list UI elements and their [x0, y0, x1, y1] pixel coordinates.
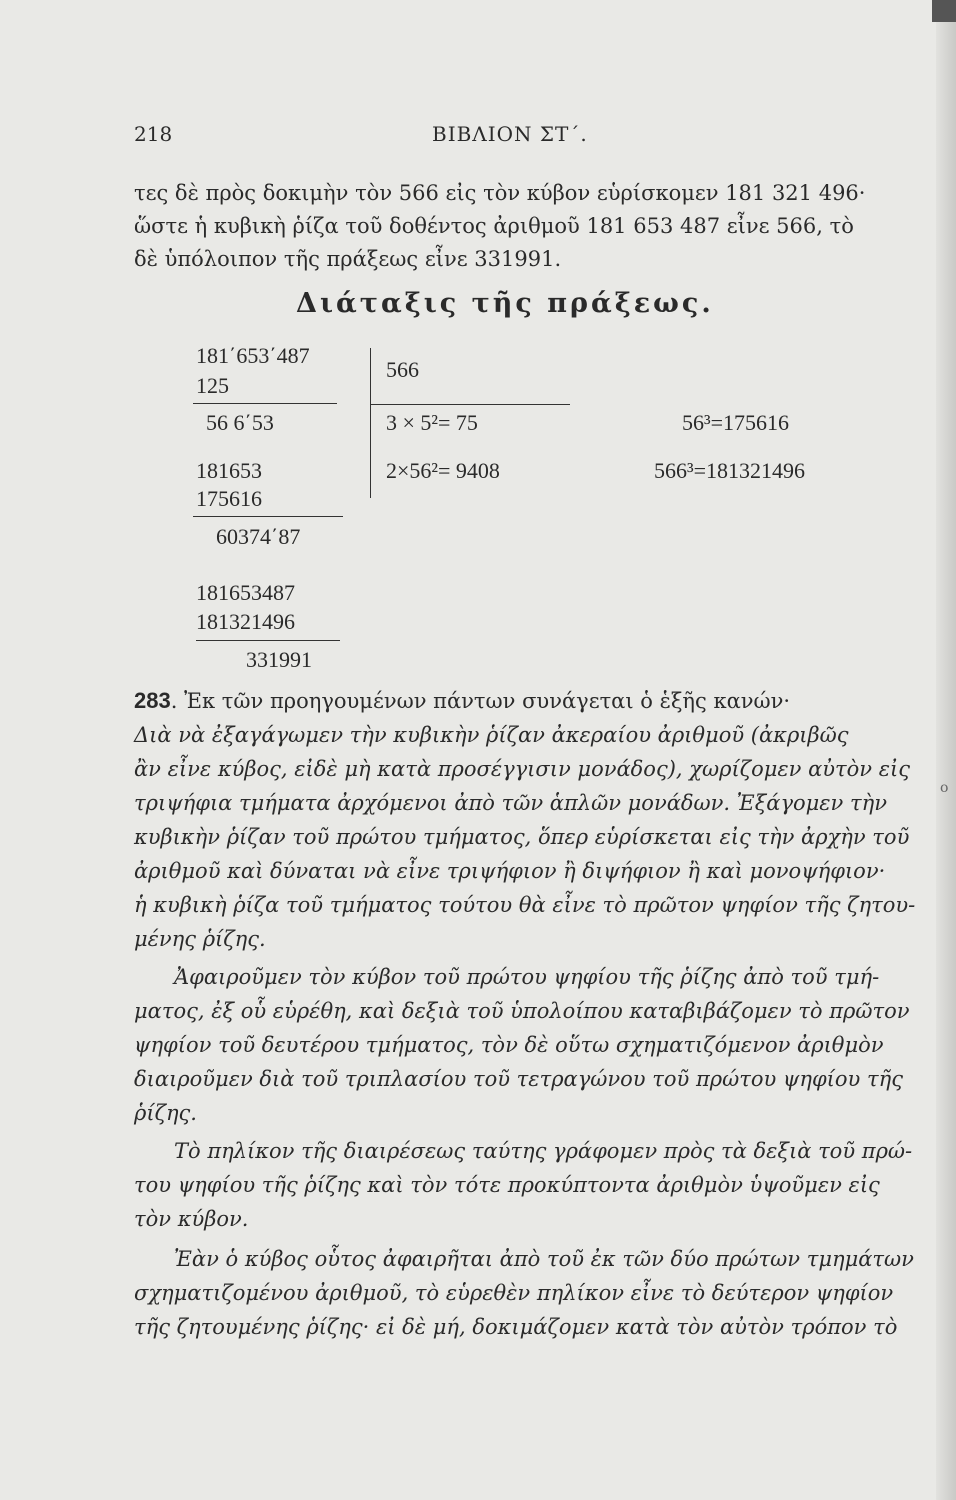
cube-check-a: 56³=175616	[682, 410, 790, 435]
root-value: 566	[386, 357, 419, 382]
intro-line-3: δὲ ὑπόλοιπον τῆς πράξεως εἶνε 331991.	[134, 247, 562, 271]
rule-line-7: μένης ῥίζης.	[134, 927, 266, 951]
scan-corner	[932, 0, 956, 22]
page-number: 218	[134, 122, 173, 146]
para2-line-1: Ἀφαιροῦμεν τὸν κύβον τοῦ πρώτου ψηφίου τῆς ῥίζης ἀπὸ τοῦ τμή-	[174, 965, 880, 989]
cube-check-b: 566³=181321496	[654, 458, 806, 483]
rule-line-6: ἡ κυβικὴ ῥίζα τοῦ τμήματος τούτου θὰ εἶνε τὸ πρῶτον ψηφίον τῆς ζητου-	[134, 893, 916, 917]
para4-line-2: σχηματιζομένου ἀριθμοῦ, τὸ εὑρεθὲν πηλίκον εἶνε τὸ δεύτερον ψηφίον	[134, 1281, 894, 1305]
para2-line-5: ῥίζης.	[134, 1101, 197, 1125]
subtraction-rule-3	[196, 640, 340, 641]
para2-line-3: ψηφίον τοῦ δευτέρου τμήματος, τὸν δὲ οὕτω σχηματιζόμενον ἀριθμὸν	[134, 1033, 884, 1057]
final-remainder: 331991	[246, 647, 312, 672]
page-edge	[936, 0, 956, 1500]
rule-intro: . Ἐκ τῶν προηγουμένων πάντων συνάγεται ὁ ἑξῆς κανών·	[170, 689, 791, 713]
check-number: 181653487	[196, 580, 295, 605]
rule-line-5: ἀριθμοῦ καὶ δύναται νὰ εἶνε τριψήφιον ἢ διψήφιον ἢ καὶ μονοψήφιον·	[134, 859, 886, 883]
section-title: Διάταξις τῆς πράξεως.	[296, 288, 714, 319]
intro-line-1: τες δὲ πρὸς δοκιμὴν τὸν 566 εἰς τὸν κύβον εὑρίσκομεν 181 321 496·	[134, 181, 866, 205]
divisor-2: 2×56²= 9408	[386, 458, 500, 483]
rule-heading	[134, 686, 790, 716]
subtraction-rule-2	[193, 516, 343, 517]
para2-line-2: ματος, ἐξ οὗ εὑρέθη, καὶ δεξιὰ τοῦ ὑπολοίπου καταβιβάζομεν τὸ πρῶτον	[134, 999, 910, 1023]
para3-line-1: Τὸ πηλίκον τῆς διαιρέσεως ταύτης γράφομεν πρὸς τὰ δεξιὰ τοῦ πρώ-	[174, 1139, 913, 1163]
para3-line-3: τὸν κύβον.	[134, 1207, 249, 1231]
first-cube: 125	[196, 373, 229, 398]
cube-root-number: 181΄653΄487	[196, 343, 310, 368]
para3-line-2: του ψηφίου τῆς ῥίζης καὶ τὸν τότε προκύπτοντα ἀριθμὸν ὑψοῦμεν εἰς	[134, 1173, 880, 1197]
vertical-divider	[370, 348, 371, 498]
second-group: 181653	[196, 458, 262, 483]
rule-line-2: ἂν εἶνε κύβος, εἰδὲ μὴ κατὰ προσέγγισιν μονάδος), χωρίζομεν αὐτὸν εἰς	[134, 757, 910, 781]
intro-line-2: ὥστε ἡ κυβικὴ ῥίζα τοῦ δοθέντος ἀριθμοῦ 181 653 487 εἶνε 566, τὸ	[134, 214, 854, 238]
rule-line-3: τριψήφια τμήματα ἀρχόμενοι ἀπὸ τῶν ἁπλῶν μονάδων. Ἐξάγομεν τὴν	[134, 791, 887, 815]
check-cube: 181321496	[196, 609, 295, 634]
first-remainder: 56 6΄53	[206, 410, 274, 435]
second-remainder: 60374΄87	[216, 524, 301, 549]
subtraction-rule-1	[193, 403, 337, 404]
rule-line-4: κυβικὴν ῥίζαν τοῦ πρώτου τμήματος, ὅπερ εὑρίσκεται εἰς τὴν ἀρχὴν τοῦ	[134, 825, 910, 849]
para4-line-3: τῆς ζητουμένης ῥίζης· εἰ δὲ μή, δοκιμάζομεν κατὰ τὸν αὐτὸν τρόπον τὸ	[134, 1315, 898, 1339]
second-cube: 175616	[196, 486, 262, 511]
paragraph-number: 283	[134, 688, 171, 713]
margin-note: ο	[940, 780, 949, 796]
rule-line-1: Διὰ νὰ ἐξαγάγωμεν τὴν κυβικὴν ῥίζαν ἀκεραίου ἀριθμοῦ (ἀκριβῶς	[134, 723, 849, 747]
running-title: ΒΙΒΛΙΟΝ ΣΤ΄.	[432, 122, 588, 146]
divisor-1: 3 × 5²= 75	[386, 410, 478, 435]
para2-line-4: διαιροῦμεν διὰ τοῦ τριπλασίου τοῦ τετραγώνου τοῦ πρώτου ψηφίου τῆς	[134, 1067, 903, 1091]
para4-line-1: Ἐὰν ὁ κύβος οὗτος ἀφαιρῆται ἀπὸ τοῦ ἐκ τῶν δύο πρώτων τμημάτων	[174, 1247, 914, 1271]
root-underline	[370, 404, 570, 405]
